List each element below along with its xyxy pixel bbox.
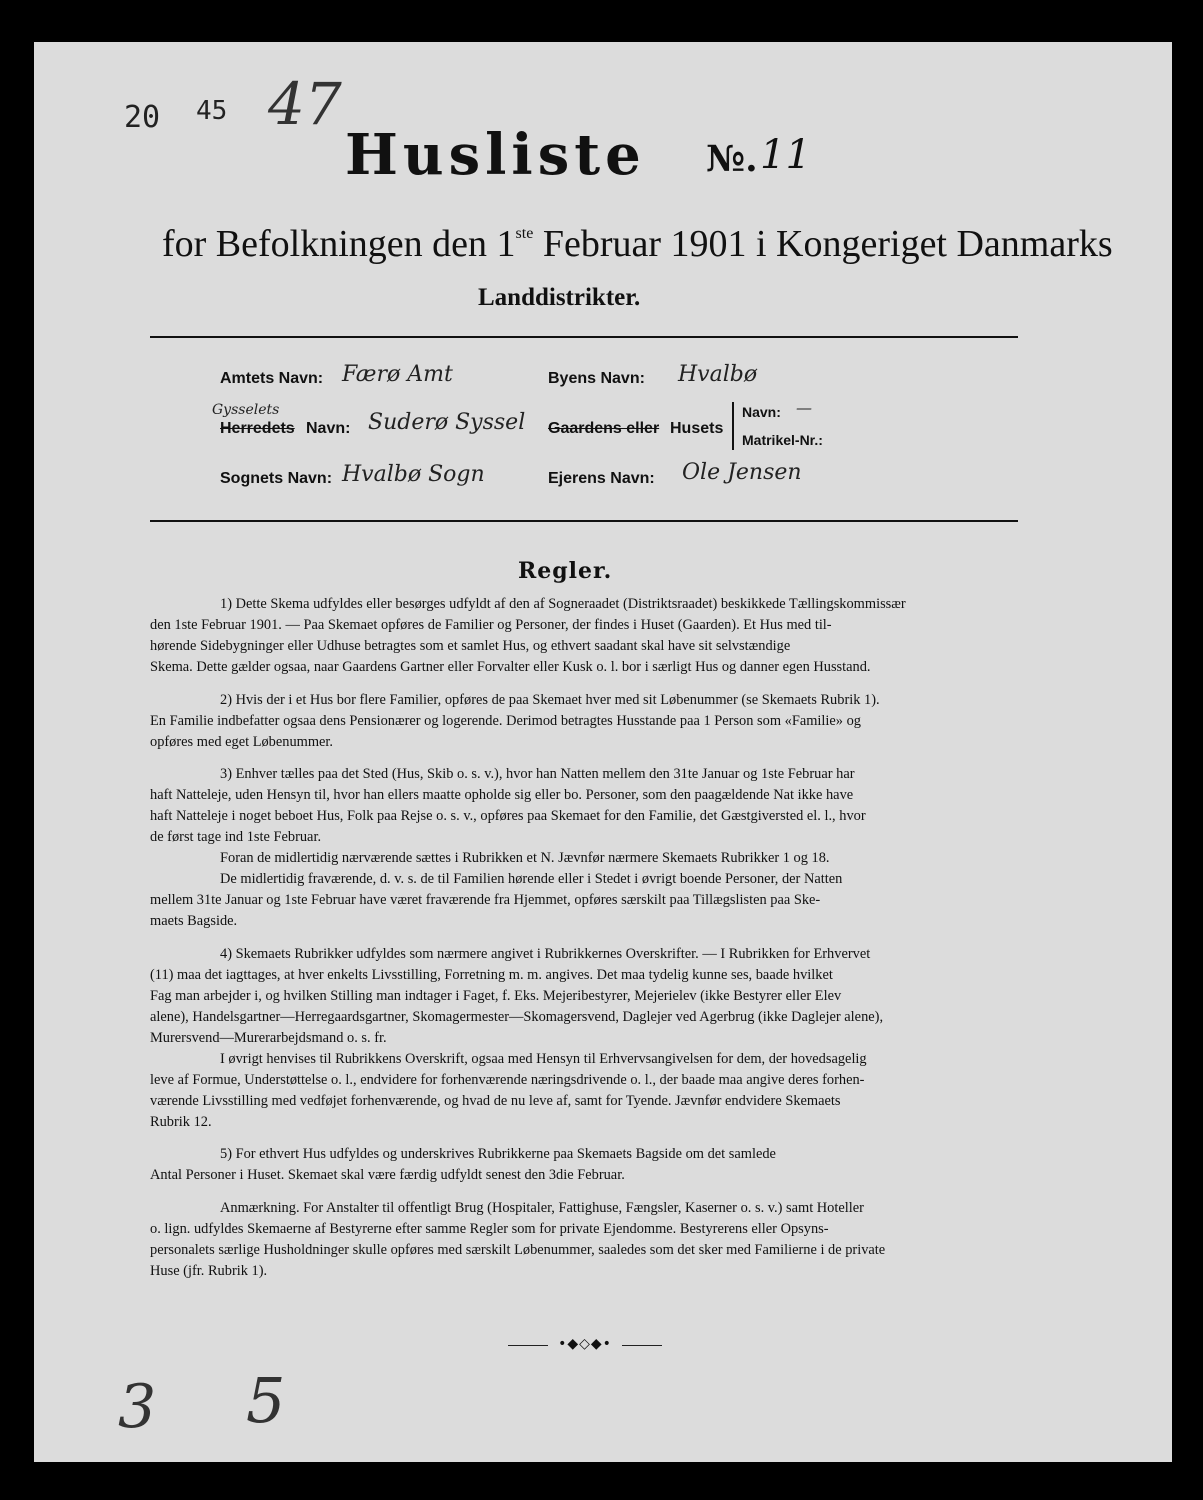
title-number-label: №. — [706, 138, 758, 180]
byens-label: Byens Navn: — [548, 370, 645, 387]
byens-value: Hvalbø — [678, 362, 758, 387]
rule-1: 1) Dette Skema udfyldes eller besørges udfyldt af den af Sogneraadet (Distriktsraadet) beskikkede Tællingskommissær den 1ste Februar 1901. — Paa Skemaet opføres de Familier og Personer, der findes i Huset (Gaarden). Et Hus med til- hørende Sidebygninger eller Udhuse betragtes som et samlet Hus, og ethvert saadant skal have sit selvstændige Skema. Dette gælder ogsaa, naar Gaardens Gartner eller Forvalter eller Kusk o. l. bor i særligt Hus og danner egen Husstand. — [150, 596, 906, 675]
herred-value: Suderø Syssel — [368, 410, 526, 435]
sogn-label: Sognets Navn: — [220, 470, 333, 487]
amt-value: Færø Amt — [342, 362, 453, 387]
navn-label: Navn: — [742, 404, 781, 420]
ejer-label: Ejerens Navn: — [548, 470, 655, 487]
subtitle: for Befolkningen den 1ste Februar 1901 i Kongeriget Danmarks — [162, 223, 1113, 265]
rule-5: 5) For ethvert Hus udfyldes og underskrives Rubrikkerne paa Skemaets Bagside om det samlede Antal Personer i Huset. Skemaet skal være færdig udfyldt senest den 3die Februar. — [150, 1146, 776, 1183]
handwritten-bottom-b: 5 — [246, 1364, 286, 1437]
ornament: •◆◇◆• — [558, 1336, 612, 1352]
divider-top — [150, 336, 1018, 338]
stamp-number-b: 45 — [196, 96, 228, 126]
sogn-value: Hvalbø Sogn — [342, 462, 485, 487]
ornament-line-right — [622, 1345, 662, 1346]
subheading: Landdistrikter. — [478, 284, 641, 311]
herred-label: Navn: — [306, 420, 351, 437]
gysselets-insert: Gysselets — [212, 402, 280, 418]
handwritten-bottom-a: 3 — [118, 1372, 157, 1442]
brace — [732, 402, 738, 450]
title-number-value: 11 — [760, 132, 811, 178]
rule-4: 4) Skemaets Rubrikker udfyldes som nærmere angivet i Rubrikkernes Overskrifter. — I Rubrikken for Erhvervet (11) maa det iagttages, at hver enkelts Livsstilling, Forretning m. m. angives. Det maa tydelig kunne ses, baade hvilket Fag man arbejder i, og hvilken Stilling man indtager i Faget, f. Eks. Mejeribestyrer, Mejerielev (ikke Bestyrer eller Elev alene), Handelsgartner—Herregaardsgartner, Skomagermester—Skomagersvend, Daglejer ved Agerbrug (ikke Daglejer alene), Murersvend—Murerarbejdsmand o. s. fr. I øvrigt henvises til Rubrikkens Overskrift, ogsaa med Hensyn til Erhvervsangivelsen for dem, der hovedsagelig leve af Formue, Understøttelse o. l., endvidere for forhenværende næringsdrivende o. l., der baade maa angive deres forhen- værende Livsstilling med vedføjet forhenværende, og hvad de nu leve af, samt for Tyende. Jævnfør endvidere Skemaets Rubrik 12. — [150, 946, 884, 1130]
rules-heading: Regler. — [518, 558, 613, 584]
herred-struck: Herredets — [220, 420, 295, 437]
matrikel-label: Matrikel-Nr.: — [742, 432, 823, 448]
navn-value: — — [796, 398, 812, 417]
rule-3: 3) Enhver tælles paa det Sted (Hus, Skib o. s. v.), hvor han Natten mellem den 31te Januar og 1ste Februar har haft Natteleje, uden Hensyn til, hvor han ellers maatte opholde sig eller bo. Personer, som den paagældende Nat ikke have haft Natteleje i noget beboet Hus, Folk paa Rejse o. s. v., opføres paa Skemaet for den Familie, det Gæstgiversted el. l., hvor de først tage ind 1ste Februar. Foran de midlertidig nærværende sættes i Rubrikken et N. Jævnfør nærmere Skemaets Rubrikker 1 og 18. De midlertidig fraværende, d. v. s. de til Familien hørende eller i Stedet i øvrigt boende Personer, der Natten mellem 31te Januar og 1ste Februar have været fraværende fra Hjemmet, opføres særskilt paa Tillægslisten paa Ske- maets Bagside. — [150, 766, 866, 929]
divider-middle — [150, 520, 1018, 522]
ejer-value: Ole Jensen — [682, 460, 802, 485]
stamp-number-a: 20 — [124, 100, 161, 135]
page-title: Husliste — [345, 122, 646, 188]
gaard-struck: Gaardens eller — [548, 420, 660, 437]
annotation: Anmærkning. For Anstalter til offentligt Brug (Hospitaler, Fattighuse, Fængsler, Kaserner o. s. v.) samt Hoteller o. lign. udfyldes Skemaerne af Bestyrerne efter samme Regler som for private Ejendomme. Bestyrerens eller Opsyns- personalets særlige Husholdninger skulle opføres med særskilt Løbenummer, saaledes som det sker med Familierne i de private Huse (jfr. Rubrik 1). — [150, 1200, 886, 1279]
rule-2: 2) Hvis der i et Hus bor flere Familier, opføres de paa Skemaet hver med sit Løbenummer (se Skemaets Rubrik 1). En Familie indbefatter ogsaa dens Pensionærer og logerende. Derimod betragtes Husstande paa 1 Person som «Familie» og opføres med eget Løbenummer. — [150, 692, 880, 750]
handwritten-number-top: 47 — [268, 70, 342, 138]
amt-label: Amtets Navn: — [220, 370, 324, 387]
husets-label: Husets — [670, 420, 724, 437]
